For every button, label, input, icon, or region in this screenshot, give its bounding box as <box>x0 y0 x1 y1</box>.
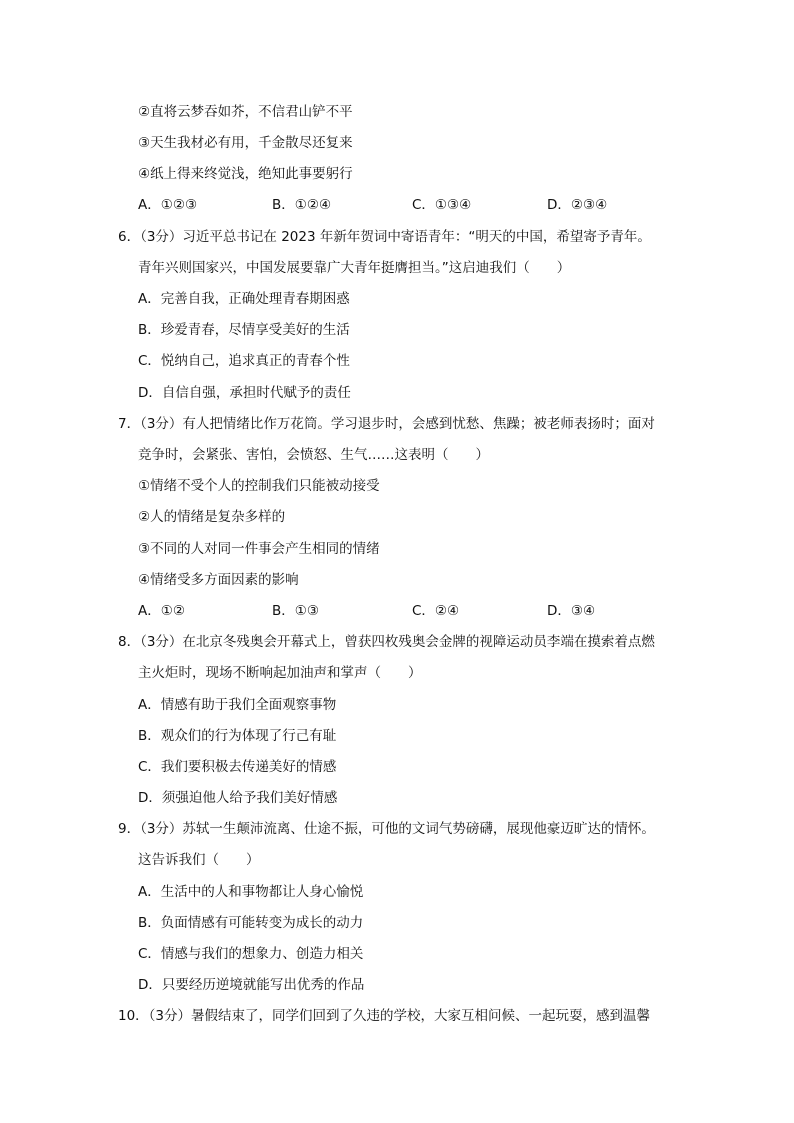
q7-item-1: ①情绪不受个人的控制我们只能被动接受 <box>138 478 380 494</box>
q8-option-b[interactable]: B．观众们的行为体现了行己有耻 <box>138 728 337 744</box>
q5-item-3: ③天生我材必有用，千金散尽还复来 <box>138 135 353 151</box>
q8-option-a[interactable]: A．情感有助于我们全面观察事物 <box>138 697 337 713</box>
q5-option-a[interactable]: A．①②③ <box>138 197 198 213</box>
q9-stem-line1: 9．（3分）苏轼一生颠沛流离、仕途不振，可他的文词气势磅礴，展现他豪迈旷达的情怀。 <box>118 821 655 837</box>
q6-option-a[interactable]: A．完善自我，正确处理青春期困惑 <box>138 291 350 307</box>
q8-stem-line1: 8．（3分）在北京冬残奥会开幕式上，曾获四枚残奥会金牌的视障运动员李端在摸索着点燃 <box>118 634 655 650</box>
q10-stem-line1: 10．（3分）暑假结束了，同学们回到了久违的学校，大家互相问候、一起玩耍，感到温馨 <box>118 1008 651 1024</box>
q7-option-b[interactable]: B．①③ <box>272 603 319 619</box>
q8-option-c[interactable]: C．我们要积极去传递美好的情感 <box>138 759 337 775</box>
q7-option-d[interactable]: D．③④ <box>547 603 596 619</box>
q6-stem-line2: 青年兴则国家兴，中国发展要靠广大青年挺膺担当。”这启迪我们（ ） <box>138 260 571 276</box>
q6-stem-line1: 6．（3分）习近平总书记在 2023 年新年贺词中寄语青年：“明天的中国，希望寄予青年。 <box>118 229 651 245</box>
q9-option-d[interactable]: D．只要经历逆境就能写出优秀的作品 <box>138 977 365 993</box>
q6-option-b[interactable]: B．珍爱青春，尽情享受美好的生活 <box>138 322 350 338</box>
q9-option-c[interactable]: C．情感与我们的想象力、创造力相关 <box>138 946 364 962</box>
q7-option-a[interactable]: A．①② <box>138 603 185 619</box>
q7-stem-line2: 竞争时，会紧张、害怕，会愤怒、生气……这表明（ ） <box>138 447 489 463</box>
q9-option-a[interactable]: A．生活中的人和事物都让人身心愉悦 <box>138 884 364 900</box>
q5-options <box>0 196 794 214</box>
q5-item-2: ②直将云梦吞如芥，不信君山铲不平 <box>138 104 353 120</box>
q5-option-b[interactable]: B．①②④ <box>272 197 332 213</box>
q8-option-d[interactable]: D．须强迫他人给予我们美好情感 <box>138 790 338 806</box>
q9-stem-line2: 这告诉我们（ ） <box>138 852 260 868</box>
q5-option-d[interactable]: D．②③④ <box>547 197 608 213</box>
q5-option-c[interactable]: C．①③④ <box>412 197 472 213</box>
q7-item-2: ②人的情绪是复杂多样的 <box>138 509 286 525</box>
q7-stem-line1: 7．（3分）有人把情绪比作万花筒。学习退步时，会感到忧愁、焦躁；被老师表扬时；面对 <box>118 416 655 432</box>
q6-option-c[interactable]: C．悦纳自己，追求真正的青春个性 <box>138 353 350 369</box>
q7-options <box>0 602 794 620</box>
q7-item-3: ③不同的人对同一件事会产生相同的情绪 <box>138 541 380 557</box>
q9-option-b[interactable]: B．负面情感有可能转变为成长的动力 <box>138 915 364 931</box>
q7-item-4: ④情绪受多方面因素的影响 <box>138 572 299 588</box>
q7-option-c[interactable]: C．②④ <box>412 603 460 619</box>
q8-stem-line2: 主火炬时，现场不断响起加油声和掌声（ ） <box>138 665 422 681</box>
q5-item-4: ④纸上得来终觉浅，绝知此事要躬行 <box>138 166 353 182</box>
q6-option-d[interactable]: D．自信自强，承担时代赋予的责任 <box>138 385 351 401</box>
